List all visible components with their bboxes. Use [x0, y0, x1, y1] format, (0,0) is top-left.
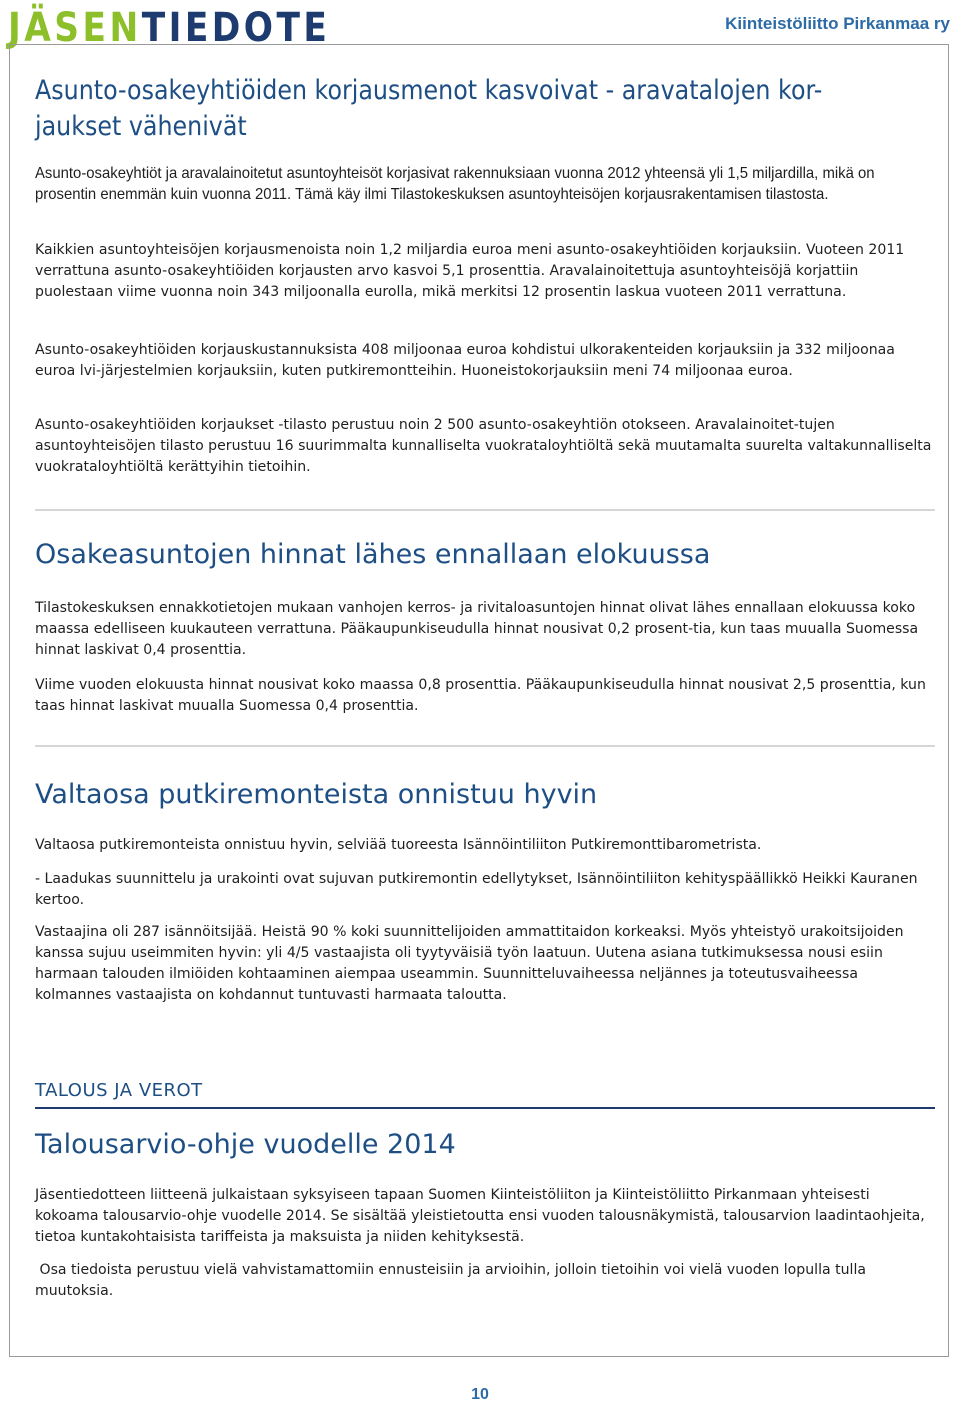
article-2-paragraph: Tilastokeskuksen ennakkotietojen mukaan vanhojen kerros- ja rivitaloasuntojen hinnat olivat lähes ennallaan elokuussa koko maassa edelliseen kuukauteen verrattuna. Pääkaupunkiseudulla hinnat nousivat 0,2 prosent-tia, kun taas muualla Suomessa hinnat laskivat 0,4 prosenttia. — [35, 599, 919, 658]
article-1-title-line2: jaukset vähenivät — [35, 111, 247, 142]
article-3-paragraph: Valtaosa putkiremonteista onnistuu hyvin, selviää tuoreesta Isännöintiliiton Putkiremonttibarometrista. — [35, 836, 762, 853]
article-1-paragraph: Kaikkien asuntoyhteisöjen korjausmenoista noin 1,2 miljardia euroa meni asunto-osakeyhtiöiden korjauksiin. Vuoteen 2011 verrattuna asunto-osakeyhtiöiden korjausten arvo kasvoi 5,1 prosenttia. Aravalainoitettuja asuntoyhteisöjä korjattiin puolestaan viime vuonna noin 343 miljoonalla eurolla, mikä merkitsi 12 prosentin laskua vuoteen 2011 verrattuna. — [35, 241, 905, 300]
page-number: 10 — [471, 1386, 489, 1403]
masthead-part2: TIEDOTE — [141, 5, 331, 51]
masthead-part1: JÄSEN — [8, 5, 142, 51]
article-4-title: Talousarvio-ohje vuodelle 2014 — [35, 1129, 456, 1160]
article-1-paragraph: Asunto-osakeyhtiöt ja aravalainoitetut asuntoyhteisöt korjasivat rakennuksiaan vuonna 2012 yhteensä yli 1,5 miljardilla, mikä on prosentin enemmän kuin vuonna 2011. Tämä käy ilmi Tilastokeskuksen asuntoyhteisöjen korjausrakentamisen tilastosta. — [35, 165, 875, 203]
article-1-title — [35, 73, 934, 145]
article-3-title: Valtaosa putkiremonteista onnistuu hyvin — [35, 779, 598, 810]
article-1-paragraph: Asunto-osakeyhtiöiden korjaukset -tilasto perustuu noin 2 500 asunto-osakeyhtiön otokseen. Aravalainoitet-tujen asuntoyhteisöjen tilasto perustuu 16 suurimmalta kunnalliselta vuokrataloyhtiöltä sekä muutamalta suurelta valtakunnalliselta vuokrataloyhtiöltä kerättyihin tietoihin. — [35, 416, 932, 475]
section-divider — [35, 509, 935, 511]
section-divider — [35, 745, 935, 747]
article-1-paragraph: Asunto-osakeyhtiöiden korjauskustannuksista 408 miljoonaa euroa kohdistui ulkorakenteiden korjauksiin ja 332 miljoonaa euroa lvi-järjestelmien korjauksiin, kuten putkiremontteihin. Huoneistokorjauksiin meni 74 miljoonaa euroa. — [35, 341, 895, 379]
article-4-paragraph: Osa tiedoista perustuu vielä vahvistamattomiin ennusteisiin ja arvioihin, jolloin tietoihin voi vielä vuoden lopulla tulla muutoksia. — [35, 1261, 871, 1299]
content-frame — [9, 44, 949, 1357]
article-1-title-line1: Asunto-osakeyhtiöiden korjausmenot kasvoivat - aravatalojen kor- — [35, 75, 823, 106]
section-label: TALOUS JA VEROT — [35, 1080, 203, 1101]
article-3-paragraph: - Laadukas suunnittelu ja urakointi ovat sujuvan putkiremontin edellytykset, Isännöintiliiton kehityspäällikkö Heikki Kauranen kertoo. — [35, 870, 918, 908]
article-2-paragraph: Viime vuoden elokuusta hinnat nousivat koko maassa 0,8 prosenttia. Pääkaupunkiseudulla hinnat nousivat 2,5 prosenttia, kun taas hinnat laskivat muualla Suomessa 0,4 prosenttia. — [35, 676, 926, 714]
section-rule — [35, 1107, 935, 1109]
article-2-title: Osakeasuntojen hinnat lähes ennallaan elokuussa — [35, 539, 711, 570]
article-3-paragraph: Vastaajina oli 287 isännöitsijää. Heistä 90 % koki suunnittelijoiden ammattitaidon korkeaksi. Myös yhteistyö urakoitsijoiden kanssa sujuu useimmiten hyvin: yli 4/5 vastaajista oli tyytyväisiä työn laatuun. Uutena asiana tutkimuksessa nousi esiin harmaan talouden ilmiöiden kohtaaminen aiempaa useammin. Suunnitteluvaiheessa neljännes ja toteutusvaiheessa kolmannes vastaajista on kohdannut tuntuvasti harmaata taloutta. — [35, 923, 904, 1003]
article-4-paragraph: Jäsentiedotteen liitteenä julkaistaan syksyiseen tapaan Suomen Kiinteistöliiton ja Kiinteistöliitto Pirkanmaan yhteisesti kokoama talousarvio-ohje vuodelle 2014. Se sisältää yleistietoutta ensi vuoden talousnäkymistä, talousarvion laadintaohjeita, tietoa kuntakohtaisista tariffeista ja maksuista ja niiden kehityksestä. — [35, 1186, 925, 1245]
organization-name: Kiinteistöliitto Pirkanmaa ry — [725, 14, 950, 33]
